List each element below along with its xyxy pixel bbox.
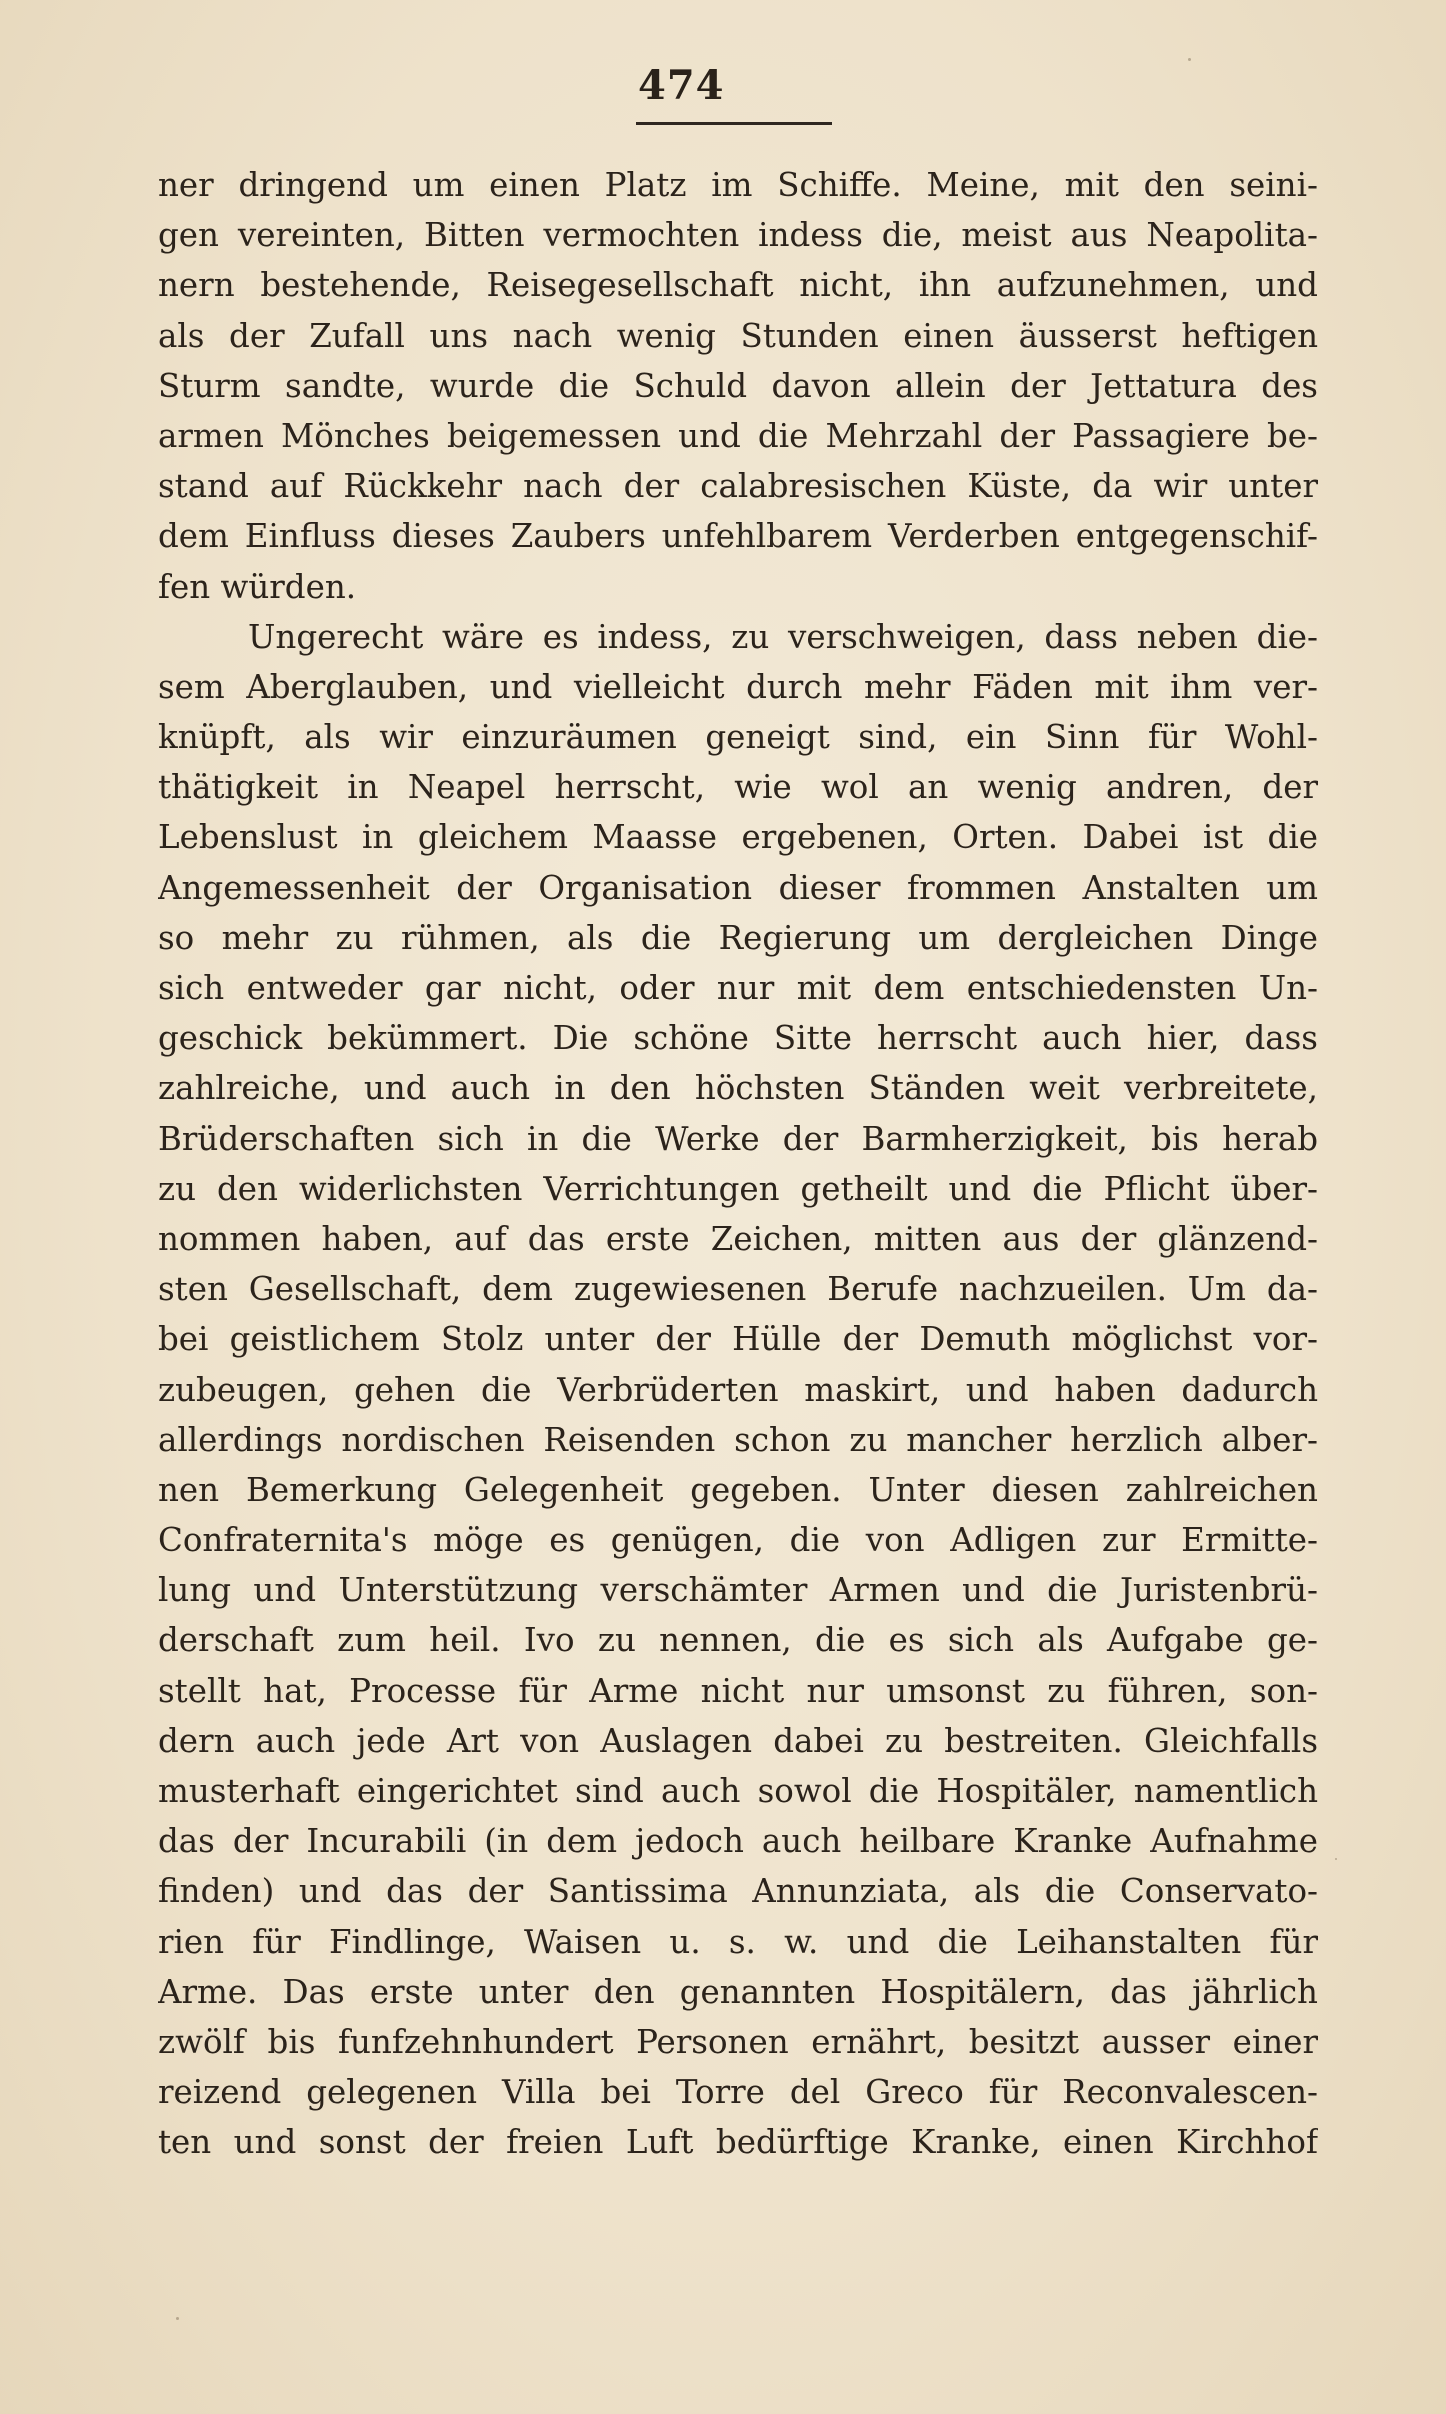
text-line: stellt hat, Processe für Arme nicht nur umsonst zu führen, son- (158, 1671, 1318, 1710)
text-line: armen Mönches beigemessen und die Mehrzahl der Passagiere be- (158, 416, 1318, 455)
text-line: dern auch jede Art von Auslagen dabei zu bestreiten. Gleichfalls (158, 1721, 1318, 1760)
text-line: sten Gesellschaft, dem zugewiesenen Berufe nachzueilen. Um da- (158, 1270, 1318, 1309)
text-line: Ungerecht wäre es indess, zu verschweigen, dass neben die- (248, 617, 1318, 656)
text-line: nern bestehende, Reisegesellschaft nicht, ihn aufzunehmen, und (158, 266, 1318, 305)
text-line: Brüderschaften sich in die Werke der Barmherzigkeit, bis herab (158, 1119, 1318, 1158)
page-number: 474 (638, 62, 725, 109)
text-line: derschaft zum heil. Ivo zu nennen, die es sich als Aufgabe ge- (158, 1621, 1318, 1660)
text-line: ten und sonst der freien Luft bedürftige Kranke, einen Kirchhof (158, 2123, 1318, 2162)
text-line: finden) und das der Santissima Annunziata, als die Conservato- (158, 1872, 1318, 1911)
text-line: nommen haben, auf das erste Zeichen, mitten aus der glänzend- (158, 1219, 1318, 1258)
text-line: dem Einfluss dieses Zaubers unfehlbarem Verderben entgegenschif- (158, 517, 1318, 556)
text-line: das der Incurabili (in dem jedoch auch heilbare Kranke Aufnahme (158, 1822, 1318, 1861)
text-line: Arme. Das erste unter den genannten Hospitälern, das jährlich (158, 1972, 1318, 2011)
header-rule (636, 122, 832, 125)
text-line: fen würden. (158, 567, 357, 606)
text-line: Sturm sandte, wurde die Schuld davon allein der Jettatura des (158, 366, 1318, 405)
text-line: allerdings nordischen Reisenden schon zu mancher herzlich alber- (158, 1420, 1318, 1459)
text-line: Lebenslust in gleichem Maasse ergebenen, Orten. Dabei ist die (158, 818, 1318, 857)
text-line: sem Aberglauben, und vielleicht durch mehr Fäden mit ihm ver- (158, 667, 1318, 706)
text-line: bei geistlichem Stolz unter der Hülle der Demuth möglichst vor- (158, 1320, 1318, 1359)
paper-speck (1188, 58, 1191, 61)
text-line: zubeugen, gehen die Verbrüderten maskirt, und haben dadurch (158, 1370, 1318, 1409)
body-text (158, 160, 1318, 2168)
text-line: knüpft, als wir einzuräumen geneigt sind, ein Sinn für Wohl- (158, 718, 1318, 757)
text-line: ner dringend um einen Platz im Schiffe. Meine, mit den seini- (158, 166, 1318, 204)
paper-speck (1335, 1858, 1337, 1860)
text-line: zahlreiche, und auch in den höchsten Ständen weit verbreitete, (158, 1069, 1318, 1108)
text-line: zwölf bis funfzehnhundert Personen ernährt, besitzt ausser einer (158, 2022, 1318, 2061)
text-line: gen vereinten, Bitten vermochten indess die, meist aus Neapolita- (158, 216, 1318, 255)
text-line: zu den widerlichsten Verrichtungen getheilt und die Pflicht über- (158, 1169, 1318, 1208)
text-line: geschick bekümmert. Die schöne Sitte herrscht auch hier, dass (158, 1019, 1318, 1058)
text-line: stand auf Rückkehr nach der calabresischen Küste, da wir unter (158, 467, 1318, 506)
text-line: thätigkeit in Neapel herrscht, wie wol an wenig andren, der (158, 768, 1318, 807)
text-line: lung und Unterstützung verschämter Armen und die Juristenbrü- (158, 1571, 1318, 1610)
text-line: so mehr zu rühmen, als die Regierung um dergleichen Dinge (158, 918, 1318, 957)
text-line: sich entweder gar nicht, oder nur mit dem entschiedensten Un- (158, 969, 1318, 1007)
text-line: rien für Findlinge, Waisen u. s. w. und die Leihanstalten für (158, 1922, 1318, 1961)
text-line: als der Zufall uns nach wenig Stunden einen äusserst heftigen (158, 316, 1318, 355)
text-line: musterhaft eingerichtet sind auch sowol die Hospitäler, namentlich (158, 1772, 1318, 1810)
text-line: Angemessenheit der Organisation dieser frommen Anstalten um (158, 868, 1318, 907)
text-line: nen Bemerkung Gelegenheit gegeben. Unter diesen zahlreichen (158, 1470, 1318, 1509)
paper-speck (176, 2317, 179, 2320)
text-line: Confraternita's möge es genügen, die von Adligen zur Ermitte- (158, 1521, 1318, 1560)
text-line: reizend gelegenen Villa bei Torre del Greco für Reconvalescen- (158, 2073, 1318, 2112)
